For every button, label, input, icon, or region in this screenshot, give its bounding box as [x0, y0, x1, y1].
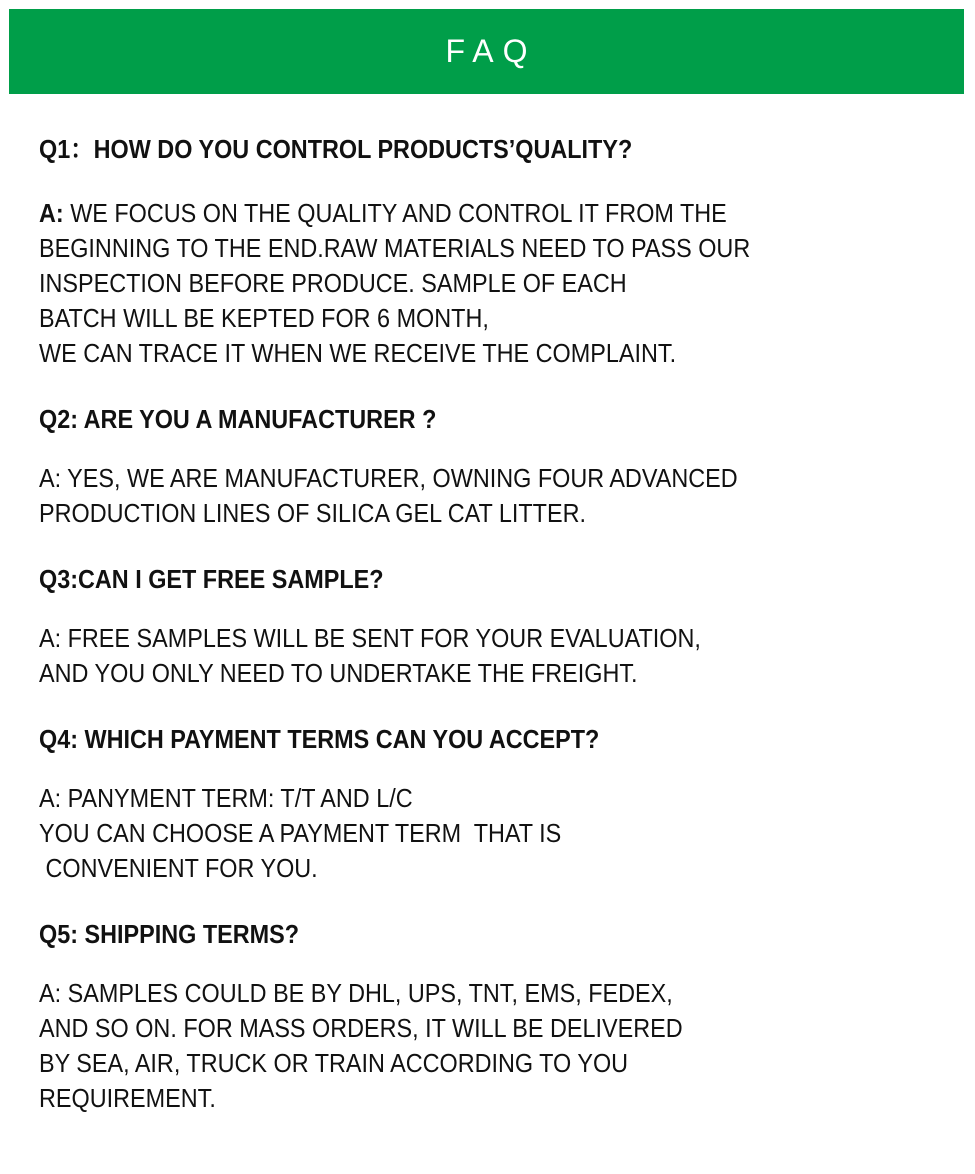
banner-title: FAQ [445, 33, 537, 69]
answer-1-line-4: BATCH WILL BE KEPTED FOR 6 MONTH, [39, 303, 489, 333]
faq-banner [9, 9, 964, 94]
question-2: Q2: ARE YOU A MANUFACTURER ? [39, 404, 437, 434]
answer-1-line-3: INSPECTION BEFORE PRODUCE. SAMPLE OF EACH [39, 268, 627, 298]
answer-1-line-5: WE CAN TRACE IT WHEN WE RECEIVE THE COMPLAINT. [39, 338, 677, 368]
question-4: Q4: WHICH PAYMENT TERMS CAN YOU ACCEPT? [39, 724, 600, 754]
answer-5-line-2: AND SO ON. FOR MASS ORDERS, IT WILL BE DELIVERED [39, 1013, 683, 1043]
question-1: Q1：HOW DO YOU CONTROL PRODUCTS’QUALITY? [39, 134, 633, 164]
answer-4-line-2: YOU CAN CHOOSE A PAYMENT TERM THAT IS [39, 818, 562, 848]
answer-3 [39, 621, 701, 691]
answer-1-line-1: WE FOCUS ON THE QUALITY AND CONTROL IT FROM THE [63, 198, 727, 228]
answer-4-line-1: A: PANYMENT TERM: T/T AND L/C [39, 783, 413, 813]
answer-3-line-2: AND YOU ONLY NEED TO UNDERTAKE THE FREIGHT. [39, 658, 638, 688]
answer-2-line-2: PRODUCTION LINES OF SILICA GEL CAT LITTER. [39, 498, 586, 528]
answer-1-line-2: BEGINNING TO THE END.RAW MATERIALS NEED TO PASS OUR [39, 233, 751, 263]
answer-2 [39, 461, 738, 531]
answer-4 [39, 781, 561, 886]
answer-5-line-1: A: SAMPLES COULD BE BY DHL, UPS, TNT, EMS, FEDEX, [39, 978, 673, 1008]
answer-1 [39, 196, 750, 371]
answer-4-line-3: CONVENIENT FOR YOU. [39, 853, 318, 883]
question-5: Q5: SHIPPING TERMS? [39, 919, 300, 949]
answer-5-line-4: REQUIREMENT. [39, 1083, 216, 1113]
answer-2-line-1: A: YES, WE ARE MANUFACTURER, OWNING FOUR ADVANCED [39, 463, 738, 493]
answer-1-label: A: [39, 198, 64, 228]
answer-5 [39, 976, 683, 1116]
answer-5-line-3: BY SEA, AIR, TRUCK OR TRAIN ACCORDING TO YOU [39, 1048, 629, 1078]
question-3: Q3:CAN I GET FREE SAMPLE? [39, 564, 384, 594]
answer-3-line-1: A: FREE SAMPLES WILL BE SENT FOR YOUR EVALUATION, [39, 623, 701, 653]
